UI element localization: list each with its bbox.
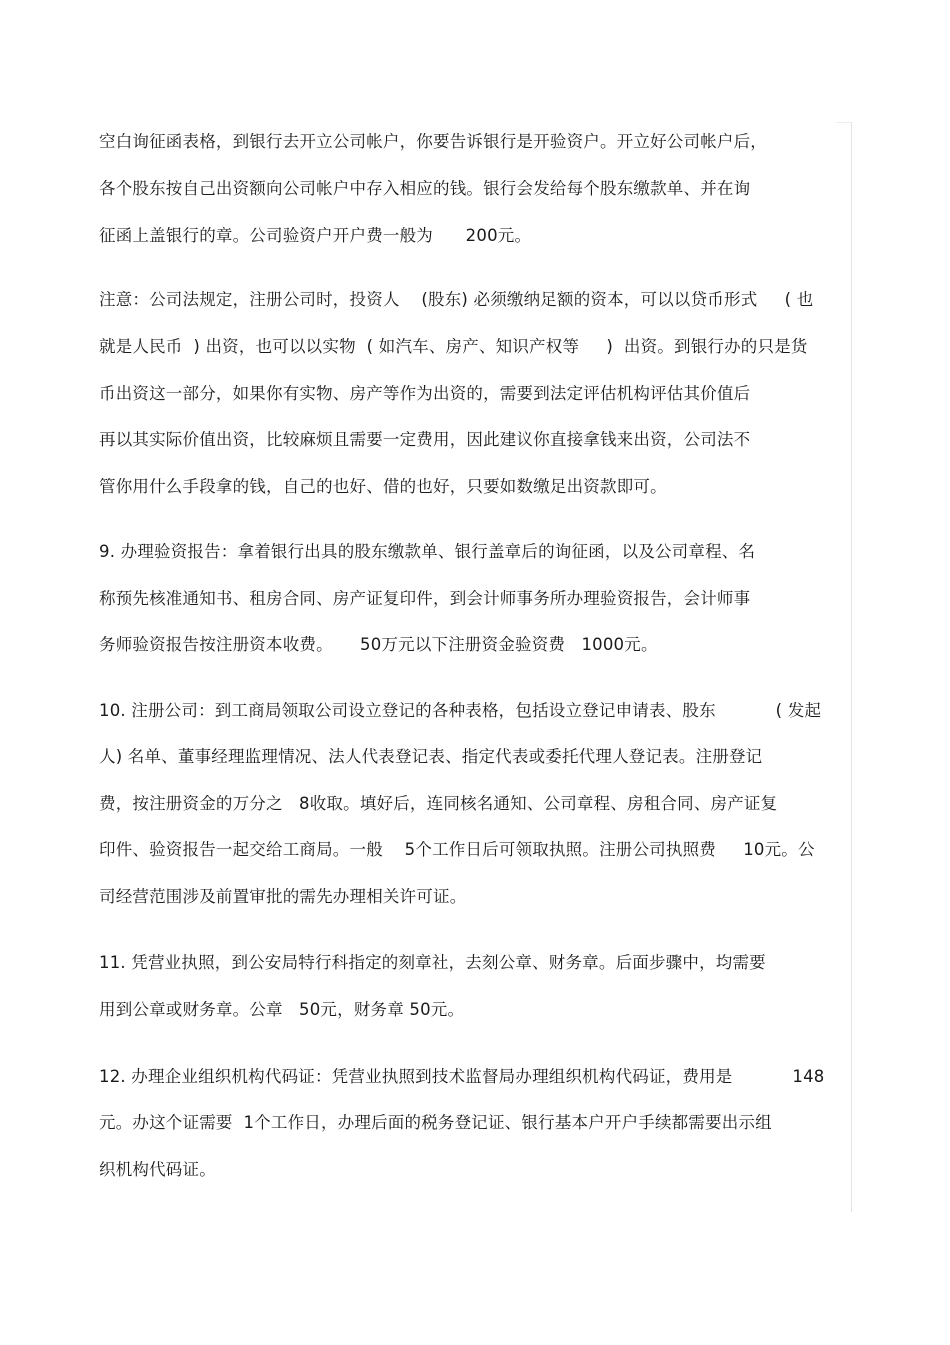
step-11-line-2: 用到公章或财务章。公章 50元，财务章 50元。 (99, 1000, 465, 1019)
note-line-3: 币出资这一部分，如果你有实物、房产等作为出资的，需要到法定评估机构评估其价值后 (99, 384, 751, 403)
step-12-line-2: 元。办这个证需要 1个工作日，办理后面的税务登记证、银行基本户开户手续都需要出示组 (99, 1113, 772, 1132)
note-line-4: 再以其实际价值出资，比较麻烦且需要一定费用，因此建议你直接拿钱来出资，公司法不 (99, 430, 751, 449)
intro-line-1: 空白询征函表格，到银行去开立公司帐户，你要告诉银行是开验资户。开立好公司帐户后， (99, 132, 767, 151)
step-12-line-3: 织机构代码证。 (99, 1160, 216, 1179)
step-11-line-1: 11. 凭营业执照，到公安局特行科指定的刻章社，去刻公章、财务章。后面步骤中，均需要 (99, 953, 766, 972)
intro-line-3: 征函上盖银行的章。公司验资户开户费一般为 200元。 (99, 226, 532, 245)
step-10-line-5: 司经营范围涉及前置审批的需先办理相关许可证。 (99, 887, 467, 906)
step-9-line-2: 称预先核准通知书、租房合同、房产证复印件，到会计师事务所办理验资报告，会计师事 (99, 589, 751, 608)
step-10-line-2: 人) 名单、董事经理监理情况、法人代表登记表、指定代表或委托代理人登记表。注册登记 (99, 747, 763, 766)
step-10-line-1: 10. 注册公司：到工商局领取公司设立登记的各种表格，包括设立登记申请表、股东 ( 发起 (99, 701, 822, 720)
note-line-5: 管你用什么手段拿的钱，自己的也好、借的也好，只要如数缴足出资款即可。 (99, 477, 667, 496)
step-9-line-1: 9. 办理验资报告：拿着银行出具的股东缴款单、银行盖章后的询征函，以及公司章程、名 (99, 542, 756, 561)
intro-line-2: 各个股东按自己出资额向公司帐户中存入相应的钱。银行会发给每个股东缴款单、并在询 (99, 179, 751, 198)
step-10-line-3: 费，按注册资金的万分之 8收取。填好后，连同核名通知、公司章程、房租合同、房产证复 (99, 794, 778, 813)
step-9-line-3: 务师验资报告按注册资本收费。 50万元以下注册资金验资费 1000元。 (99, 635, 658, 654)
note-line-1: 注意：公司法规定，注册公司时，投资人 (股东) 必须缴纳足额的资本，可以以贷币形式 ( 也 (99, 290, 814, 309)
step-12-line-1: 12. 办理企业组织机构代码证：凭营业执照到技术监督局办理组织机构代码证，费用是 148 (99, 1067, 825, 1086)
step-10-line-4: 印件、验资报告一起交给工商局。一般 5个工作日后可领取执照。注册公司执照费 10元。公 (99, 840, 815, 859)
note-line-2: 就是人民币 ) 出资，也可以以实物 ( 如汽车、房产、知识产权等 ) 出资。到银行办的只是货 (99, 337, 808, 356)
